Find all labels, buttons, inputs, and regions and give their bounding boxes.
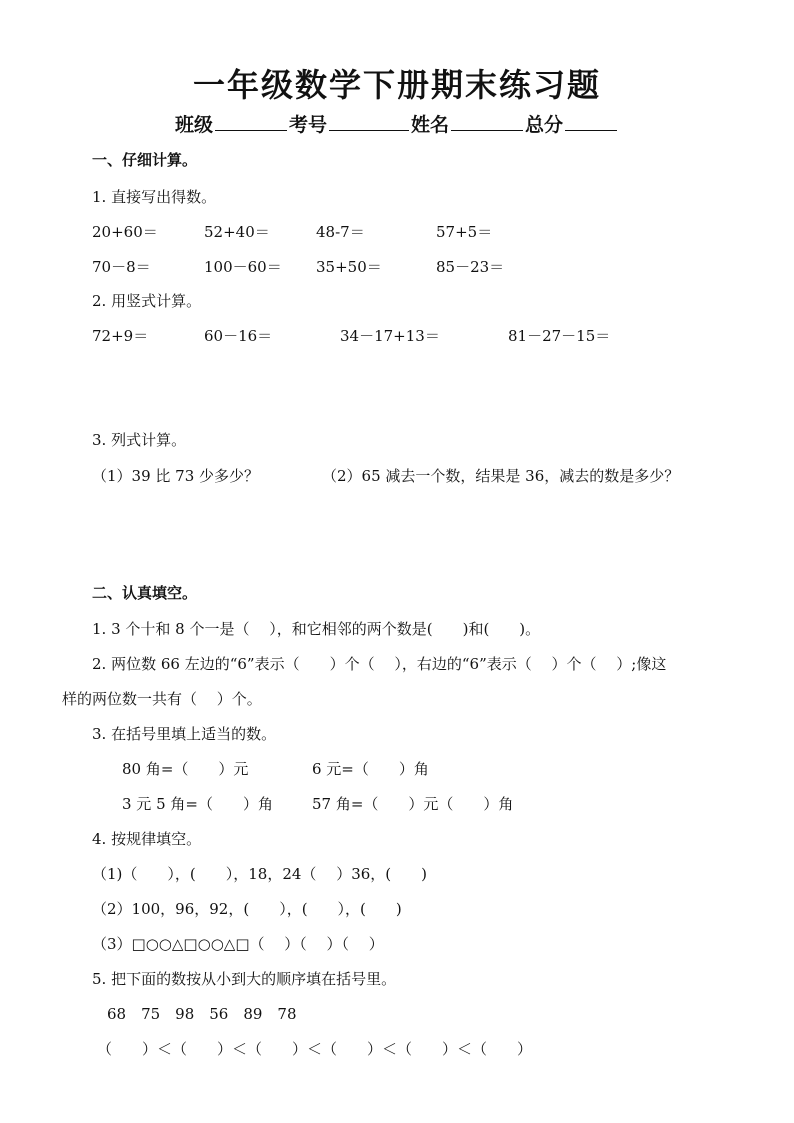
fill-q1: 1. 3 个十和 8 个一是（ ），和它相邻的两个数是( )和( )。 (92, 620, 541, 638)
fill-q5-prompt: 5. 把下面的数按从小到大的顺序填在括号里。 (92, 970, 397, 988)
q1-item: 48-7＝ (316, 223, 365, 241)
pattern-3: （3）□○○△□○○△□（ ）（ ）（ ） (92, 935, 384, 953)
name-blank[interactable] (451, 114, 523, 131)
fill-q3-prompt: 3. 在括号里填上适当的数。 (92, 725, 277, 743)
fill-q3-item: 6 元=（ ）角 (312, 760, 429, 778)
q1-item: 52+40＝ (204, 223, 270, 241)
section2-heading: 二、认真填空。 (92, 584, 198, 602)
score-blank[interactable] (565, 114, 617, 131)
class-label: 班级 (174, 114, 213, 136)
section1-heading: 一、仔细计算。 (92, 151, 198, 169)
q2-item: 81－27－15＝ (508, 327, 611, 345)
q3-item-1: （1）39 比 73 少多少？ (92, 467, 260, 485)
pattern-2: （2）100，96，92，( ），( ），( ) (92, 900, 402, 918)
fill-q3-item: 80 角=（ ）元 (122, 760, 249, 778)
fill-q3-item: 57 角=（ ）元（ ）角 (312, 795, 514, 813)
q1-item: 35+50＝ (316, 258, 382, 276)
student-info-line (0, 110, 794, 137)
q1-prompt: 1. 直接写出得数。 (92, 188, 217, 206)
q1-item: 70－8＝ (92, 258, 151, 276)
score-label: 总分 (525, 114, 564, 136)
fill-q2-line1: 2. 两位数 66 左边的“6”表示（ ）个（ ），右边的“6”表示（ ）个（ ）;像这 (92, 655, 667, 673)
q3-prompt: 3. 列式计算。 (92, 431, 187, 449)
q2-item: 72+9＝ (92, 327, 149, 345)
q1-item: 20+60＝ (92, 223, 158, 241)
pattern-1: （1)（ ），( ），18，24（ ）36，( ) (92, 865, 427, 883)
q1-item: 100－60＝ (204, 258, 282, 276)
q1-item: 57+5＝ (436, 223, 493, 241)
class-blank[interactable] (215, 114, 287, 131)
sorting-blanks: （ ）＜（ ）＜（ ）＜（ ）＜（ ）＜（ ） (97, 1040, 533, 1058)
q3-item-2: （2）65 减去一个数，结果是 36，减去的数是多少？ (322, 467, 680, 485)
fill-q3-item: 3 元 5 角=（ ）角 (122, 795, 273, 813)
q2-item: 34－17+13＝ (340, 327, 440, 345)
fill-q2-line2: 样的两位数一共有（ ）个。 (62, 690, 262, 708)
exam-no-blank[interactable] (329, 114, 409, 131)
q2-item: 60－16＝ (204, 327, 273, 345)
name-label: 姓名 (411, 114, 450, 136)
numbers-to-sort: 68 75 98 56 89 78 (107, 1005, 297, 1023)
fill-q4-prompt: 4. 按规律填空。 (92, 830, 202, 848)
page-title: 一年级数学下册期末练习题 (192, 66, 601, 104)
exam-no-label: 考号 (288, 114, 327, 136)
q2-prompt: 2. 用竖式计算。 (92, 292, 202, 310)
q1-item: 85－23＝ (436, 258, 505, 276)
